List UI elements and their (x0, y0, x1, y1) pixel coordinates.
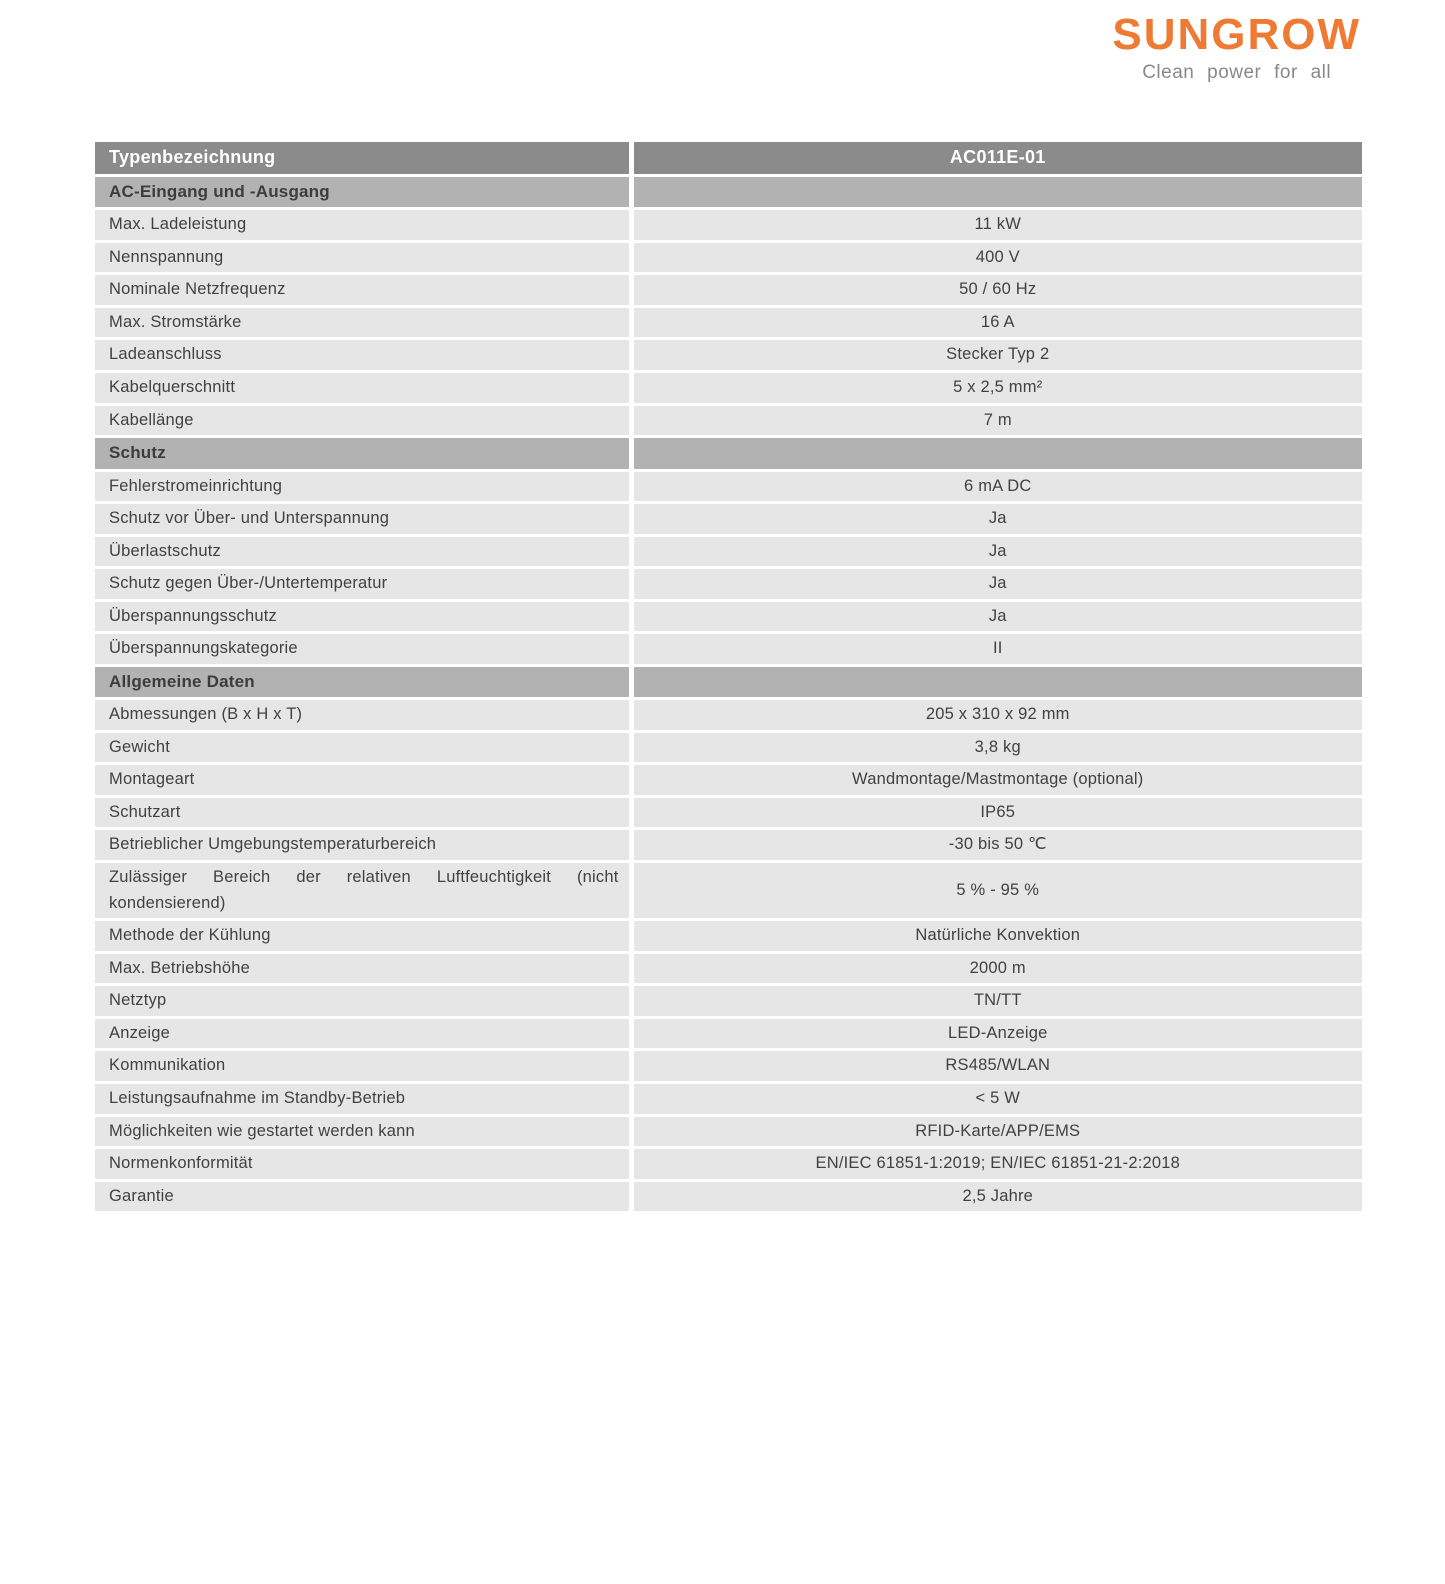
row-value: TN/TT (631, 985, 1362, 1018)
table-row (95, 1082, 1362, 1115)
logo-tagline: Clean power for all (1142, 62, 1332, 84)
row-label: Max. Stromstärke (95, 306, 631, 339)
row-label: Normenkonformität (95, 1148, 631, 1181)
row-value: Wandmontage/Mastmontage (optional) (631, 764, 1362, 797)
table-row (95, 470, 1362, 503)
row-label: Methode der Kühlung (95, 920, 631, 953)
spec-table (95, 142, 1362, 1214)
table-row (95, 339, 1362, 372)
row-value: 2,5 Jahre (631, 1180, 1362, 1213)
row-value: Ja (631, 535, 1362, 568)
row-label: Schutz vor Über- und Unterspannung (95, 503, 631, 536)
section-title: AC-Eingang und -Ausgang (95, 175, 631, 208)
table-row (95, 274, 1362, 307)
table-row (95, 1050, 1362, 1083)
row-label: Überspannungskategorie (95, 633, 631, 666)
table-row (95, 699, 1362, 732)
table-row (95, 404, 1362, 437)
table-row (95, 503, 1362, 536)
row-value: RS485/WLAN (631, 1050, 1362, 1083)
section-header-row (95, 175, 1362, 208)
row-label: Max. Ladeleistung (95, 209, 631, 242)
row-value: 400 V (631, 241, 1362, 274)
row-label: Nennspannung (95, 241, 631, 274)
table-row (95, 829, 1362, 862)
row-value: Ja (631, 568, 1362, 601)
column-header-model: AC011E-01 (631, 142, 1362, 175)
row-label: Anzeige (95, 1017, 631, 1050)
row-value: -30 bis 50 ℃ (631, 829, 1362, 862)
row-value: Natürliche Konvektion (631, 920, 1362, 953)
column-header-parameter: Typenbezeichnung (95, 142, 631, 175)
table-row (95, 372, 1362, 405)
table-row (95, 796, 1362, 829)
table-row (95, 633, 1362, 666)
row-label: Ladeanschluss (95, 339, 631, 372)
row-label: Zulässiger Bereich der relativen Luftfeuchtigkeit (nicht kondensierend) (95, 862, 631, 920)
row-label: Kabellänge (95, 404, 631, 437)
row-value: < 5 W (631, 1082, 1362, 1115)
table-row (95, 1017, 1362, 1050)
row-label: Kommunikation (95, 1050, 631, 1083)
row-value (631, 665, 1362, 698)
row-value (631, 437, 1362, 470)
table-row (95, 306, 1362, 339)
row-value: 5 x 2,5 mm² (631, 372, 1362, 405)
table-row (95, 862, 1362, 920)
row-value: 7 m (631, 404, 1362, 437)
row-label: Montageart (95, 764, 631, 797)
table-row (95, 1180, 1362, 1213)
row-value: 16 A (631, 306, 1362, 339)
row-value: 5 % - 95 % (631, 862, 1362, 920)
sungrow-wordmark: SUNGROW (1112, 10, 1361, 59)
table-row (95, 985, 1362, 1018)
table-row (95, 535, 1362, 568)
row-value: 50 / 60 Hz (631, 274, 1362, 307)
row-label: Abmessungen (B x H x T) (95, 699, 631, 732)
table-row (95, 209, 1362, 242)
section-header-row (95, 665, 1362, 698)
row-label: Schutz gegen Über-/Untertemperatur (95, 568, 631, 601)
table-row (95, 600, 1362, 633)
row-label: Überlastschutz (95, 535, 631, 568)
row-label: Netztyp (95, 985, 631, 1018)
row-label: Kabelquerschnitt (95, 372, 631, 405)
row-value: 6 mA DC (631, 470, 1362, 503)
row-value: EN/IEC 61851-1:2019; EN/IEC 61851-21-2:2018 (631, 1148, 1362, 1181)
row-value: LED-Anzeige (631, 1017, 1362, 1050)
table-row (95, 952, 1362, 985)
row-value: 2000 m (631, 952, 1362, 985)
row-label: Gewicht (95, 731, 631, 764)
section-title: Allgemeine Daten (95, 665, 631, 698)
row-value: IP65 (631, 796, 1362, 829)
table-row (95, 1115, 1362, 1148)
row-label: Nominale Netzfrequenz (95, 274, 631, 307)
row-value: 205 x 310 x 92 mm (631, 699, 1362, 732)
row-label: Garantie (95, 1180, 631, 1213)
row-value: 3,8 kg (631, 731, 1362, 764)
sungrow-logo (1112, 12, 1361, 84)
row-value: RFID-Karte/APP/EMS (631, 1115, 1362, 1148)
row-value: II (631, 633, 1362, 666)
table-row (95, 241, 1362, 274)
row-label: Max. Betriebshöhe (95, 952, 631, 985)
section-header-row (95, 437, 1362, 470)
row-label: Überspannungsschutz (95, 600, 631, 633)
row-label: Betrieblicher Umgebungstemperaturbereich (95, 829, 631, 862)
row-label: Schutzart (95, 796, 631, 829)
table-row (95, 1148, 1362, 1181)
table-row (95, 920, 1362, 953)
table-row (95, 568, 1362, 601)
row-label: Möglichkeiten wie gestartet werden kann (95, 1115, 631, 1148)
row-value: 11 kW (631, 209, 1362, 242)
spec-table-body (95, 142, 1362, 1213)
row-value: Ja (631, 503, 1362, 536)
row-value (631, 175, 1362, 208)
section-title: Schutz (95, 437, 631, 470)
row-value: Ja (631, 600, 1362, 633)
row-label: Fehlerstromeinrichtung (95, 470, 631, 503)
row-value: Stecker Typ 2 (631, 339, 1362, 372)
table-row (95, 731, 1362, 764)
table-header-row (95, 142, 1362, 175)
table-row (95, 764, 1362, 797)
row-label: Leistungsaufnahme im Standby-Betrieb (95, 1082, 631, 1115)
